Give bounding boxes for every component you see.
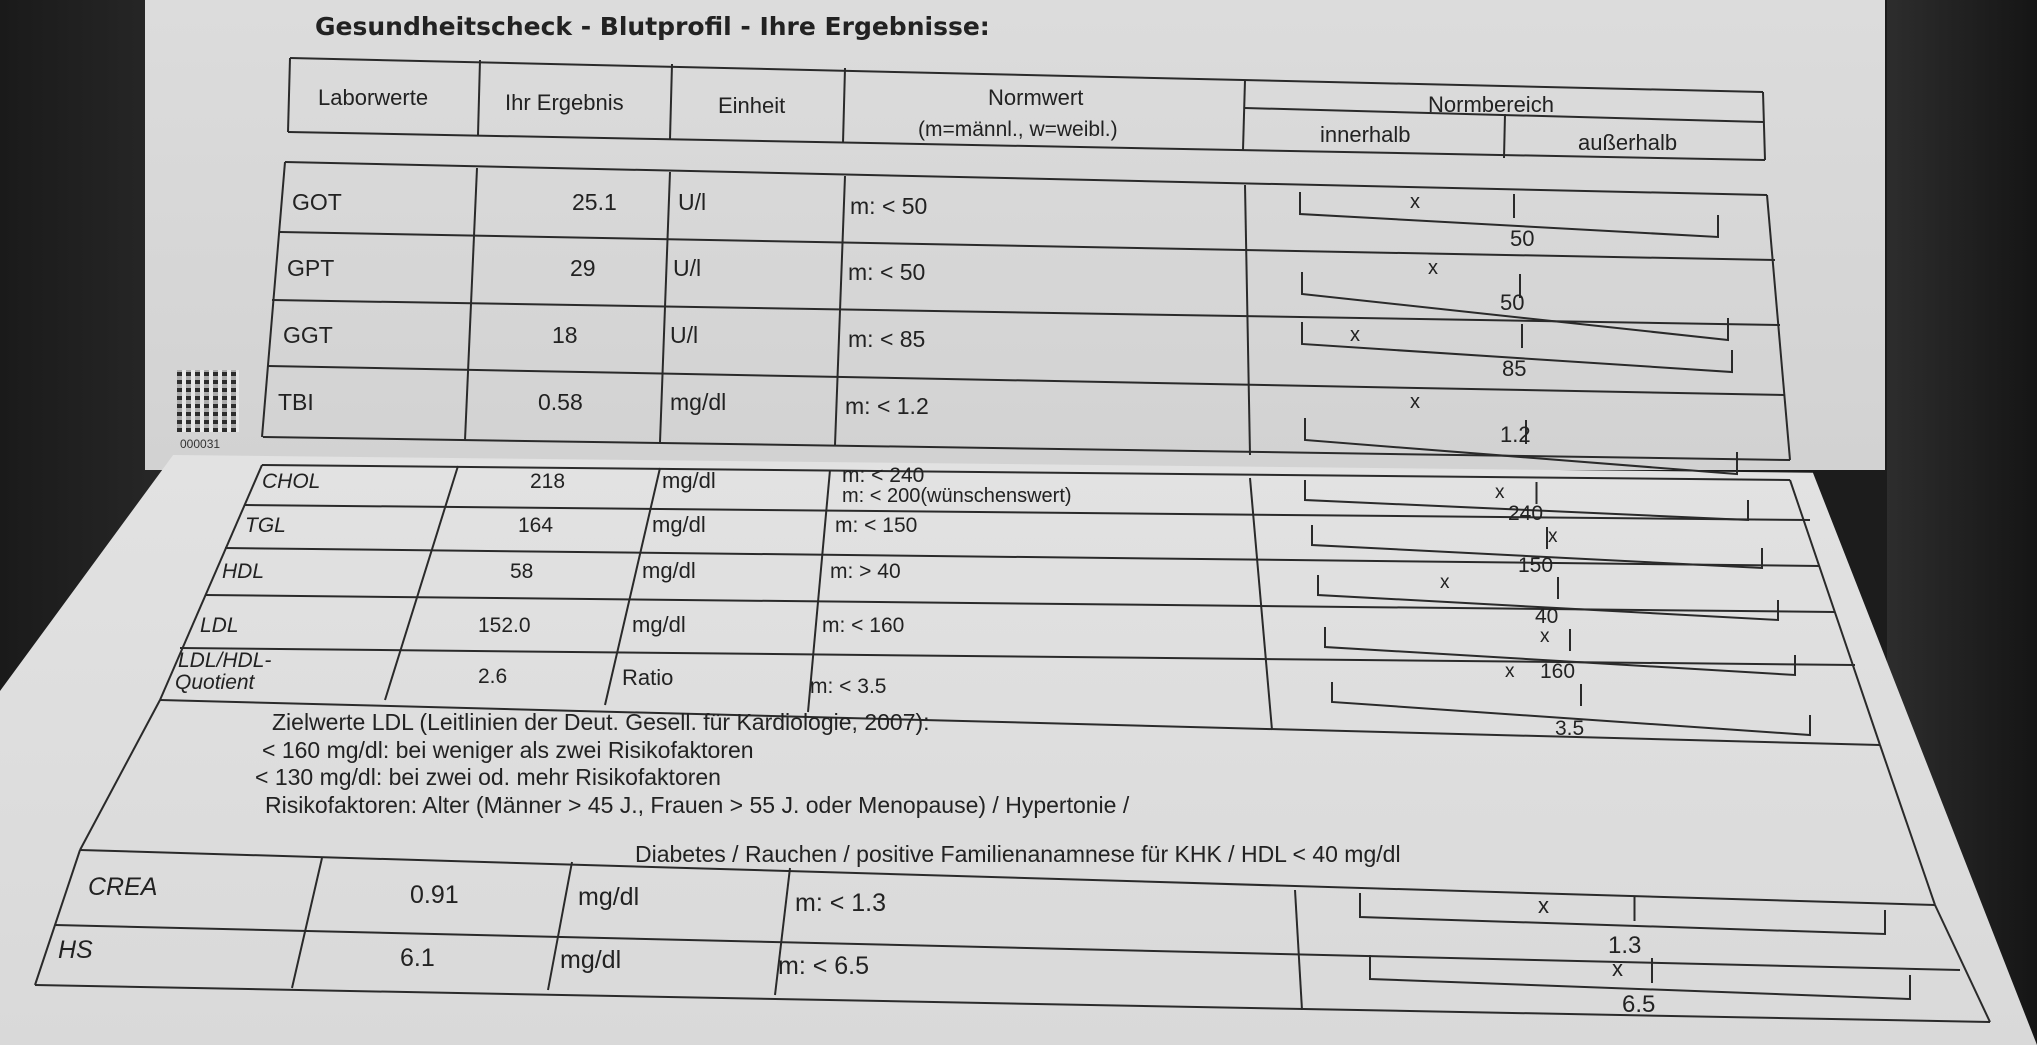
lab-name-ldl: LDL xyxy=(200,614,239,637)
range-marker-tbi: x xyxy=(1410,391,1420,413)
col-divider xyxy=(292,858,322,988)
header-col-divider xyxy=(478,60,480,135)
top-section-top xyxy=(285,162,1767,195)
bottom-section-left xyxy=(35,850,80,985)
lab-unit-tgl: mg/dl xyxy=(652,512,706,537)
row-divider xyxy=(268,366,1785,395)
range-limit-gpt: 50 xyxy=(1500,290,1525,315)
lab-name-hs: HS xyxy=(58,936,93,964)
range-marker-got: x xyxy=(1410,191,1420,213)
range-limit-tbi: 1.2 xyxy=(1500,422,1531,447)
header-col-divider xyxy=(1243,80,1245,150)
ldl-note-line-4: Risikofaktoren: Alter (Männer > 45 J., Frauen > 55 J. oder Menopause) / Hypertonie / xyxy=(265,792,1130,818)
lab-unit-ggt: U/l xyxy=(670,322,699,348)
lab-name-tbi: TBI xyxy=(278,389,314,415)
lab-value-hdl: 58 xyxy=(510,560,534,583)
lab-name-ggt: GGT xyxy=(283,322,333,348)
range-marker-ldl: x xyxy=(1540,626,1550,647)
lab-value-ldl: 152.0 xyxy=(478,614,531,637)
range-limit-hs: 6.5 xyxy=(1622,991,1656,1018)
scale-bracket xyxy=(1360,893,1885,934)
lab-name-ldlhdl: LDL/HDL- xyxy=(178,649,272,672)
lab-unit-got: U/l xyxy=(678,189,707,215)
range-marker-crea: x xyxy=(1538,893,1549,918)
lab-norm-ldlhdl: m: < 3.5 xyxy=(810,675,887,698)
header-right-line xyxy=(1763,92,1765,160)
range-marker-gpt: x xyxy=(1428,257,1438,279)
lab-name-hdl: HDL xyxy=(222,560,265,583)
lab-unit-hdl: mg/dl xyxy=(642,558,696,583)
header-normwert-hint: (m=männl., w=weibl.) xyxy=(918,118,1118,141)
range-marker-hs: x xyxy=(1612,956,1623,981)
lab-value-hs: 6.1 xyxy=(400,944,435,972)
col-divider xyxy=(385,466,458,700)
lab-unit-chol: mg/dl xyxy=(662,468,716,493)
ldl-note-line-3: < 130 mg/dl: bei zwei od. mehr Risikofaktoren xyxy=(255,764,721,790)
lab-norm-ldl: m: < 160 xyxy=(822,614,905,637)
header-laborwerte: Laborwerte xyxy=(318,85,429,110)
lab-norm-chol-desirable: m: < 200(wünschenswert) xyxy=(842,485,1072,507)
lab-value-got: 25.1 xyxy=(572,189,617,215)
lab-norm-gpt: m: < 50 xyxy=(848,259,926,285)
lab-norm-hdl: m: > 40 xyxy=(830,560,901,583)
lab-norm-crea: m: < 1.3 xyxy=(795,889,887,917)
lab-unit-tbi: mg/dl xyxy=(670,389,727,415)
lab-unit-crea: mg/dl xyxy=(578,883,640,911)
lab-unit-ldlhdl: Ratio xyxy=(622,665,674,690)
range-limit-tgl: 150 xyxy=(1518,554,1554,577)
col-divider xyxy=(1295,890,1302,1010)
lab-value-gpt: 29 xyxy=(570,255,596,281)
lab-value-tgl: 164 xyxy=(518,514,554,537)
lab-value-tbi: 0.58 xyxy=(538,389,583,415)
range-limit-ldl: 160 xyxy=(1540,660,1576,683)
range-limit-got: 50 xyxy=(1510,226,1535,251)
header-left-line xyxy=(288,58,290,132)
ldl-note-line-5: Diabetes / Rauchen / positive Familienanamnese für KHK / HDL < 40 mg/dl xyxy=(635,841,1401,867)
lab-value-ggt: 18 xyxy=(552,322,578,348)
ldl-note-line-2: < 160 mg/dl: bei weniger als zwei Risikofaktoren xyxy=(262,737,754,763)
range-marker-ldlhdl: x xyxy=(1505,661,1515,682)
range-marker-hdl: x xyxy=(1440,572,1450,593)
row-divider xyxy=(280,232,1775,260)
header-sub-col xyxy=(1504,114,1505,158)
lab-unit-gpt: U/l xyxy=(673,255,702,281)
header-col-divider xyxy=(843,68,845,143)
range-marker-tgl: x xyxy=(1548,526,1558,547)
lab-value-ldlhdl: 2.6 xyxy=(478,665,508,688)
lab-norm-chol: m: < 240 xyxy=(842,464,925,487)
col-divider xyxy=(835,176,845,445)
lab-name-crea: CREA xyxy=(88,873,158,901)
header-einheit: Einheit xyxy=(718,93,786,118)
header-innerhalb: innerhalb xyxy=(1320,122,1411,147)
row-divider xyxy=(263,437,1790,460)
lab-name-got: GOT xyxy=(292,189,342,215)
header-ausserhalb: außerhalb xyxy=(1578,130,1678,155)
lab-name-gpt: GPT xyxy=(287,255,335,281)
range-limit-crea: 1.3 xyxy=(1608,932,1642,959)
ldl-note-line-1: Zielwerte LDL (Leitlinien der Deut. Gesell. für Kardiologie, 2007): xyxy=(272,709,930,735)
lab-unit-hs: mg/dl xyxy=(560,946,622,974)
notes-right xyxy=(1880,745,1935,905)
lab-name-chol: CHOL xyxy=(262,470,321,493)
scale-bracket xyxy=(1300,192,1718,237)
bottom-section-right xyxy=(1935,905,1990,1022)
lab-unit-ldl: mg/dl xyxy=(632,612,686,637)
mid-section-top xyxy=(262,465,1790,480)
lab-norm-got: m: < 50 xyxy=(850,193,928,219)
lab-norm-tbi: m: < 1.2 xyxy=(845,393,929,419)
range-limit-hdl: 40 xyxy=(1535,605,1559,628)
header-normbereich: Normbereich xyxy=(1428,92,1554,117)
range-limit-ggt: 85 xyxy=(1502,356,1527,381)
col-divider xyxy=(1245,185,1250,455)
page-title: Gesundheitscheck - Blutprofil - Ihre Ergebnisse: xyxy=(315,12,990,41)
range-marker-chol: x xyxy=(1495,482,1505,503)
lab-norm-ggt: m: < 85 xyxy=(848,326,926,352)
header-ihr-ergebnis: Ihr Ergebnis xyxy=(505,90,624,115)
header-col-divider xyxy=(670,64,672,139)
lab-name-tgl: TGL xyxy=(245,514,286,537)
row-divider xyxy=(180,648,1855,665)
row-divider xyxy=(55,925,1960,970)
lab-norm-tgl: m: < 150 xyxy=(835,514,918,537)
range-marker-ggt: x xyxy=(1350,324,1360,346)
code-number: 000031 xyxy=(180,437,221,451)
header-normwert: Normwert xyxy=(988,85,1084,110)
notes-left xyxy=(80,700,160,850)
range-limit-ldlhdl: 3.5 xyxy=(1555,717,1585,740)
top-section-right xyxy=(1767,195,1790,460)
lab-value-crea: 0.91 xyxy=(410,881,459,909)
lab-norm-hs: m: < 6.5 xyxy=(778,952,870,980)
lab-name-ldlhdl-line2: Quotient xyxy=(175,671,255,694)
row-divider xyxy=(225,548,1820,566)
range-limit-chol: 240 xyxy=(1508,502,1544,525)
lab-value-chol: 218 xyxy=(530,470,566,493)
